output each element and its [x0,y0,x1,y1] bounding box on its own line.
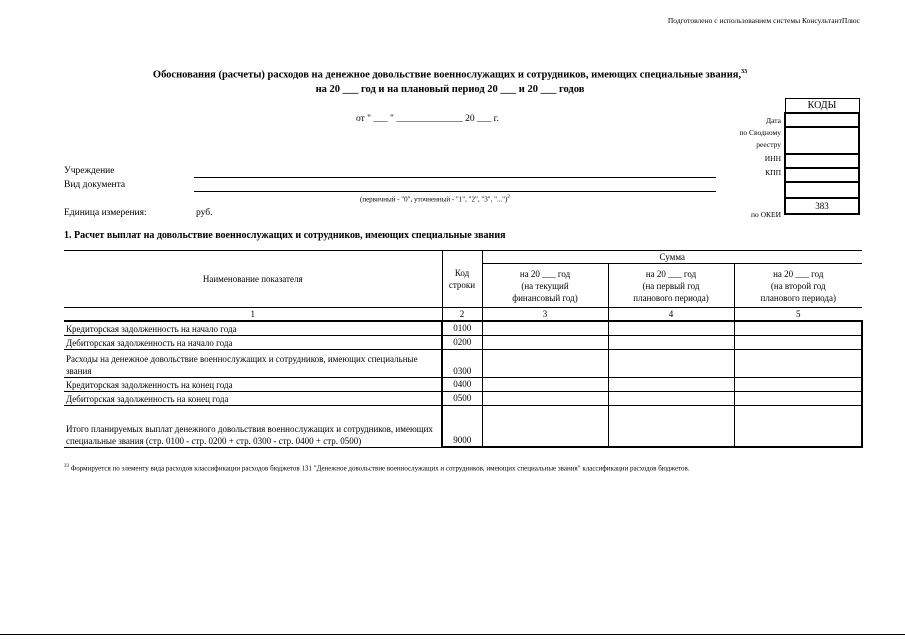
unit-label: Единица измерения: [64,208,147,218]
title-line2: на 20 ___ год и на плановый период 20 ___ и 20 ___ годов [315,83,585,95]
value-cell[interactable] [482,349,608,377]
value-cell[interactable] [608,321,734,335]
row-code: 0200 [442,335,482,349]
table-row [64,405,862,447]
value-cell[interactable] [734,321,862,335]
value-cell[interactable] [734,405,862,447]
section-title: 1. Расчет выплат на довольствие военнослужащих и сотрудников, имеющих специальные звания [64,230,506,241]
col-header-sum: Сумма [482,251,862,264]
form-title [90,65,810,97]
col-header-year-3: на 20 ___ год (на второй год планового периода) [734,264,862,308]
code-label-kpp: КПП [765,168,781,177]
title-line1: Обоснования (расчеты) расходов на денежное довольствие военнослужащих и сотрудников, имеющих специальные звания, [152,69,742,81]
value-cell[interactable] [734,377,862,391]
page-bottom-divider [0,634,905,635]
row-code: 0500 [442,391,482,405]
col-num-4: 4 [608,308,734,322]
title-footnote-ref: 33 [741,69,748,75]
code-kpp-cell[interactable] [785,168,859,182]
value-cell[interactable] [482,335,608,349]
value-cell[interactable] [608,349,734,377]
calculation-table [64,250,863,448]
code-okei-cell: 383 [785,198,859,214]
row-code: 9000 [442,405,482,447]
value-cell[interactable] [608,377,734,391]
value-cell[interactable] [482,321,608,335]
table-row [64,349,862,377]
value-cell[interactable] [482,391,608,405]
institution-label: Учреждение [64,166,115,176]
value-cell[interactable] [608,335,734,349]
row-name: Дебиторская задолженность на начало года [64,335,442,349]
row-name: Кредиторская задолженность на начало года [64,321,442,335]
col-num-5: 5 [734,308,862,322]
col-header-year-1: на 20 ___ год (на текущий финансовый год) [482,264,608,308]
code-label-date: Дата [766,116,781,125]
institution-field[interactable] [194,177,716,178]
col-header-code: Код строки [442,251,482,308]
code-label-registry-2: реестру [756,140,781,149]
code-date-cell[interactable] [785,113,859,127]
value-cell[interactable] [734,349,862,377]
row-name: Расходы на денежное довольствие военнослужащих и сотрудников, имеющих специальные звания [64,349,442,377]
code-label-inn: ИНН [764,154,781,163]
doc-type-label: Вид документа [64,180,126,190]
col-num-3: 3 [482,308,608,322]
code-label-registry-1: по Сводному [739,128,781,137]
value-cell[interactable] [734,391,862,405]
code-inn-cell[interactable] [785,154,859,168]
row-name: Кредиторская задолженность на конец года [64,377,442,391]
value-cell[interactable] [734,335,862,349]
table-row [64,321,862,335]
col-num-2: 2 [442,308,482,322]
row-name: Дебиторская задолженность на конец года [64,391,442,405]
table-row [64,335,862,349]
row-code: 0400 [442,377,482,391]
doc-type-field[interactable] [194,191,716,192]
code-doctype-cell[interactable] [785,182,859,198]
row-code: 0100 [442,321,482,335]
codes-header: КОДЫ [785,99,859,114]
col-num-1: 1 [64,308,442,322]
value-cell[interactable] [608,405,734,447]
doc-type-note: (первичный - "0", уточненный - "1", "2", "3", "...")$^2$ [360,195,510,204]
date-line: от " ___ " ______________ 20 ___ г. [356,114,499,124]
codes-box [784,98,860,215]
col-header-year-2: на 20 ___ год (на первый год планового периода) [608,264,734,308]
table-row [64,377,862,391]
value-cell[interactable] [608,391,734,405]
code-label-okei: по ОКЕИ [750,210,781,219]
col-header-name: Наименование показателя [64,251,442,308]
footnote: $^{33}$ Формируется по элементу вида расходов классификации расходов бюджетов 131 "Денежное довольствие военнослужащих и сотрудников, имеющих специальные звания" классификации расходов бюджетов. [64,464,690,473]
prepared-by-text: Подготовлено с использованием системы КонсультантПлюс [667,16,860,25]
value-cell[interactable] [482,405,608,447]
row-code: 0300 [442,349,482,377]
code-registry-cell[interactable] [785,127,859,154]
row-name: Итого планируемых выплат денежного довольствия военнослужащих и сотрудников, имеющих специальные звания (стр. 0100 - стр. 0200 + стр. 0300 - стр. 0400 + стр. 0500) [64,405,442,447]
value-cell[interactable] [482,377,608,391]
unit-value: руб. [196,208,213,218]
table-row [64,391,862,405]
